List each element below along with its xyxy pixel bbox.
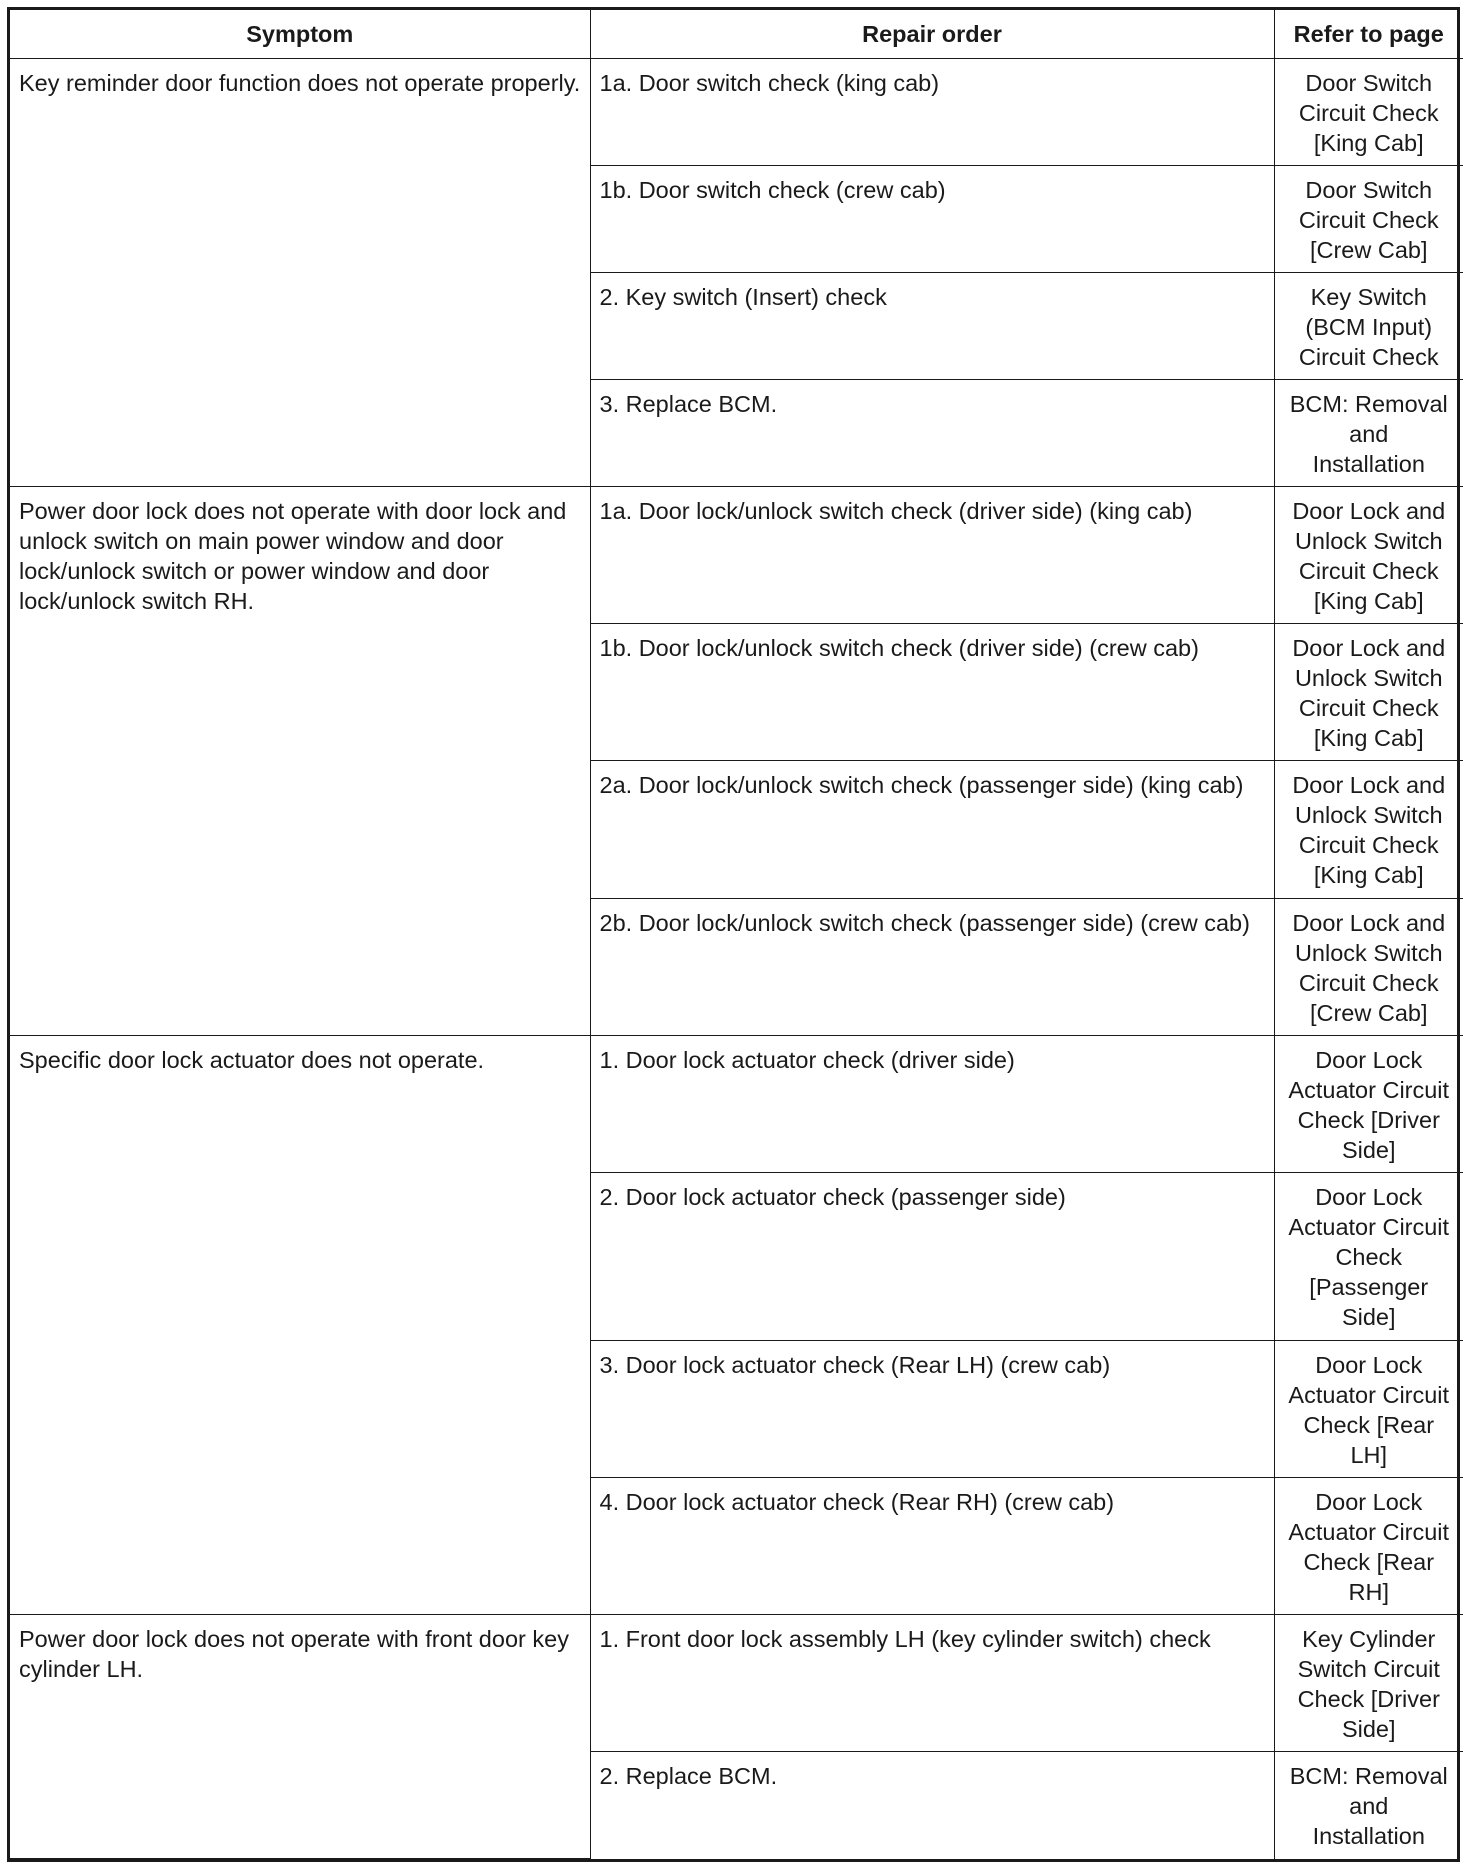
repair-step-cell: 4. Door lock actuator check (Rear RH) (crew cab) [590,1477,1274,1614]
header-symptom: Symptom [10,10,590,59]
refer-page-cell: BCM: Removal and Installation [1274,1752,1463,1859]
repair-step-cell: 2a. Door lock/unlock switch check (passenger side) (king cab) [590,761,1274,898]
repair-step-cell: 1. Door lock actuator check (driver side) [590,1035,1274,1172]
symptom-table [10,10,1463,1859]
repair-step-cell: 2. Key switch (Insert) check [590,272,1274,379]
refer-page-cell: Door Lock Actuator Circuit Check [Passenger Side] [1274,1173,1463,1341]
repair-step-cell: 2. Replace BCM. [590,1752,1274,1859]
refer-page-cell: Door Lock and Unlock Switch Circuit Check [King Cab] [1274,624,1463,761]
table-row [10,1615,1463,1752]
refer-page-cell: Door Lock Actuator Circuit Check [Driver Side] [1274,1035,1463,1172]
repair-step-cell: 1b. Door lock/unlock switch check (driver side) (crew cab) [590,624,1274,761]
refer-page-cell: Door Switch Circuit Check [Crew Cab] [1274,165,1463,272]
table-row [10,1035,1463,1172]
refer-page-cell: Door Lock and Unlock Switch Circuit Check [Crew Cab] [1274,898,1463,1035]
symptom-cell: Key reminder door function does not operate properly. [10,59,590,487]
symptom-cell: Power door lock does not operate with front door key cylinder LH. [10,1615,590,1859]
header-refer-to-page: Refer to page [1274,10,1463,59]
refer-page-cell: BCM: Removal and Installation [1274,379,1463,486]
table-header-row [10,10,1463,59]
symptom-cell: Power door lock does not operate with door lock and unlock switch on main power window and door lock/unlock switch or power window and door lock/unlock switch RH. [10,486,590,1035]
repair-step-cell: 1. Front door lock assembly LH (key cylinder switch) check [590,1615,1274,1752]
troubleshooting-table-frame [7,7,1460,1862]
refer-page-cell: Door Lock Actuator Circuit Check [Rear RH] [1274,1477,1463,1614]
repair-step-cell: 2b. Door lock/unlock switch check (passenger side) (crew cab) [590,898,1274,1035]
refer-page-cell: Door Switch Circuit Check [King Cab] [1274,59,1463,166]
repair-step-cell: 3. Door lock actuator check (Rear LH) (crew cab) [590,1340,1274,1477]
repair-step-cell: 2. Door lock actuator check (passenger side) [590,1173,1274,1341]
repair-step-cell: 3. Replace BCM. [590,379,1274,486]
refer-page-cell: Door Lock and Unlock Switch Circuit Check [King Cab] [1274,761,1463,898]
header-repair-order: Repair order [590,10,1274,59]
repair-step-cell: 1b. Door switch check (crew cab) [590,165,1274,272]
table-row [10,486,1463,623]
repair-step-cell: 1a. Door lock/unlock switch check (driver side) (king cab) [590,486,1274,623]
symptom-cell: Specific door lock actuator does not operate. [10,1035,590,1614]
table-row [10,59,1463,166]
refer-page-cell: Key Switch (BCM Input) Circuit Check [1274,272,1463,379]
refer-page-cell: Door Lock and Unlock Switch Circuit Check [King Cab] [1274,486,1463,623]
repair-step-cell: 1a. Door switch check (king cab) [590,59,1274,166]
refer-page-cell: Key Cylinder Switch Circuit Check [Driver Side] [1274,1615,1463,1752]
refer-page-cell: Door Lock Actuator Circuit Check [Rear LH] [1274,1340,1463,1477]
